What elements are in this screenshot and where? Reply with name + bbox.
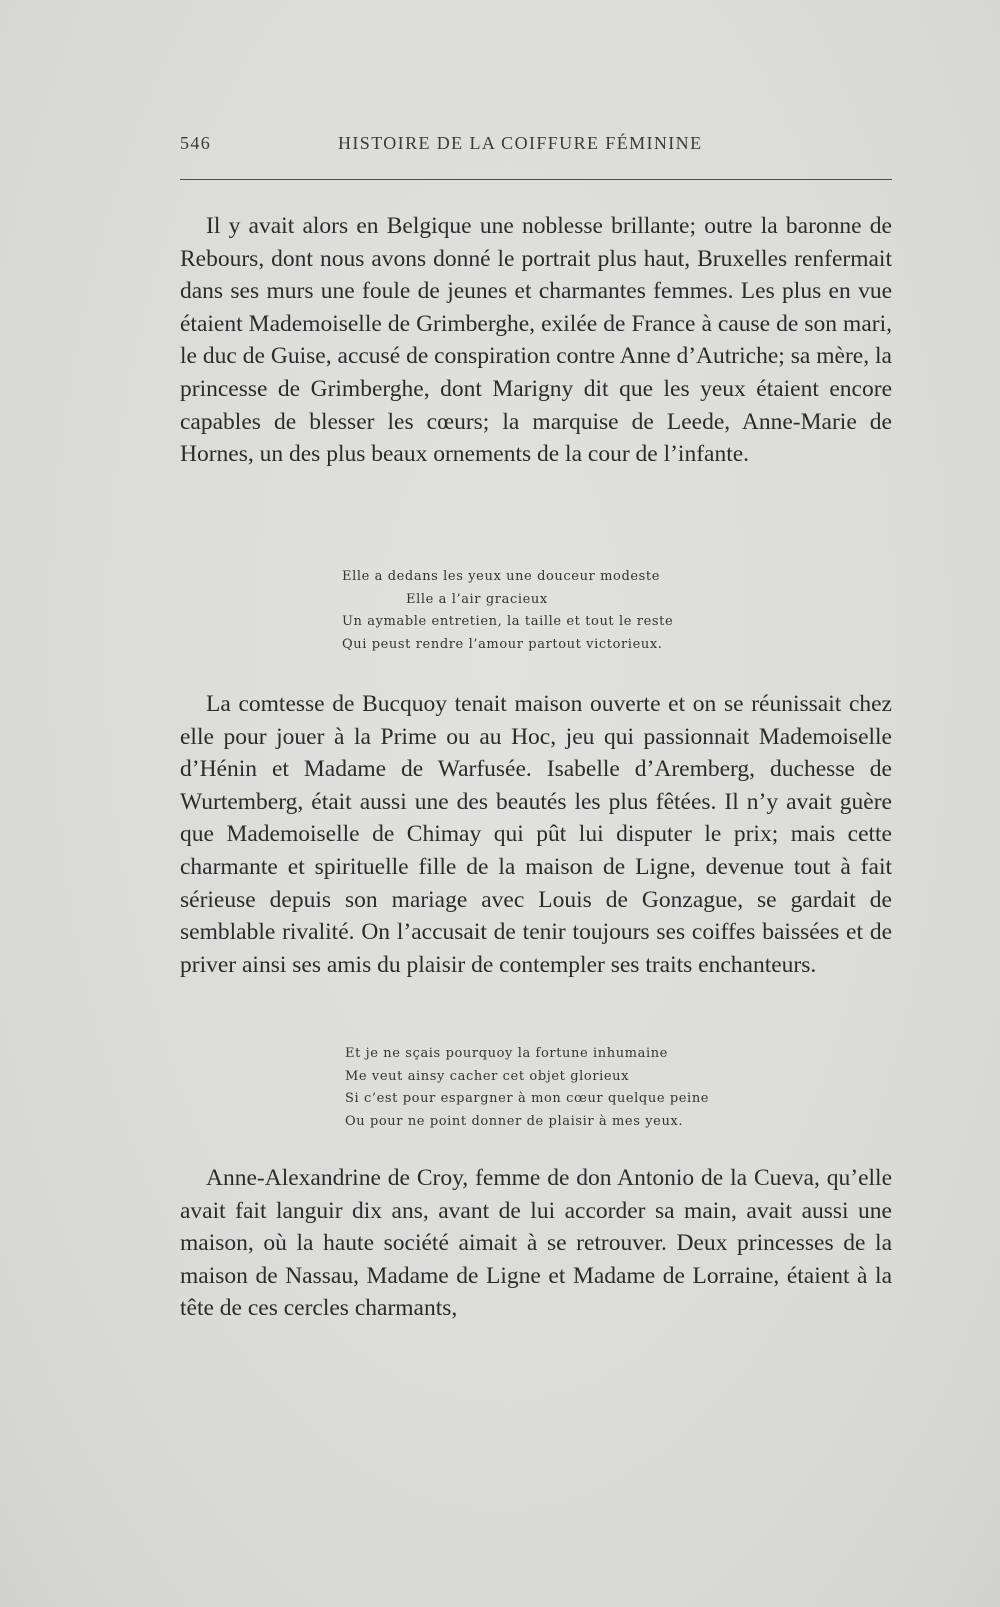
verse-line: Qui peust rendre l’amour partout victorieux. xyxy=(342,636,663,652)
verse-block-1 xyxy=(342,566,673,656)
verse-line: Elle a l’air gracieux xyxy=(406,591,548,607)
verse-line: Et je ne sçais pourquoy la fortune inhumaine xyxy=(345,1046,668,1061)
verse-line: Elle a dedans les yeux une douceur modeste xyxy=(342,569,661,584)
verse-line: Ou pour ne point donner de plaisir à mes yeux. xyxy=(345,1113,684,1129)
verse-line: Si c’est pour espargner à mon cœur quelque peine xyxy=(345,1091,710,1106)
page-header xyxy=(180,133,892,159)
paragraph-2-block xyxy=(180,688,892,981)
header-rule xyxy=(180,179,892,180)
paragraph: Anne-Alexandrine de Croy, femme de don Antonio de la Cueva, qu’elle avait fait languir dix ans, avant de lui accorder sa main, avait aussi une maison, où la haute société aimait à se retrouver. Deux princesses de la maison de Nassau, Madame de Ligne et Madame de Lorraine, étaient à la tête de ces cercles charmants, xyxy=(180,1165,892,1322)
page-number: 546 xyxy=(180,133,212,153)
verse-block-2 xyxy=(345,1043,709,1133)
paragraph-1-block xyxy=(180,210,892,471)
verse-line: Me veut ainsy cacher cet objet glorieux xyxy=(345,1068,630,1084)
paragraph: Il y avait alors en Belgique une noblesse brillante; outre la baronne de Rebours, dont nous avons donné le portrait plus haut, Bruxelles renfermait dans ses murs une foule de jeunes et charmantes femmes. Les plus en vue étaient Mademoiselle de Grimberghe, exilée de France à cause de son mari, le duc de Guise, accusé de conspiration contre Anne d’Autriche; sa mère, la princesse de Grimberghe, dont Marigny dit que les yeux étaient encore capables de blesser les cœurs; la marquise de Leede, Anne-Marie de Hornes, un des plus beaux ornements de la cour de l’infante. xyxy=(180,213,892,468)
verse-line: Un aymable entretien, la taille et tout le reste xyxy=(342,614,674,629)
paragraph: La comtesse de Bucquoy tenait maison ouverte et on se réunissait chez elle pour jouer à la Prime ou au Hoc, jeu qui passionnait Mademoiselle d’Hénin et Madame de Warfusée. Isabelle d’Aremberg, duchesse de Wurtemberg, était aussi une des beautés les plus fêtées. Il n’y avait guère que Mademoiselle de Chimay qui pût lui disputer le prix; mais cette charmante et spirituelle fille de la maison de Ligne, devenue tout à fait sérieuse depuis son mariage avec Louis de Gonzague, se gardait de semblable rivalité. On l’accusait de tenir toujours ses coiffes baissées et de priver ainsi ses amis du plaisir de contempler ses traits enchanteurs. xyxy=(180,691,892,978)
running-title: HISTOIRE DE LA COIFFURE FÉMININE xyxy=(338,133,703,153)
paragraph-3-block xyxy=(180,1162,892,1325)
